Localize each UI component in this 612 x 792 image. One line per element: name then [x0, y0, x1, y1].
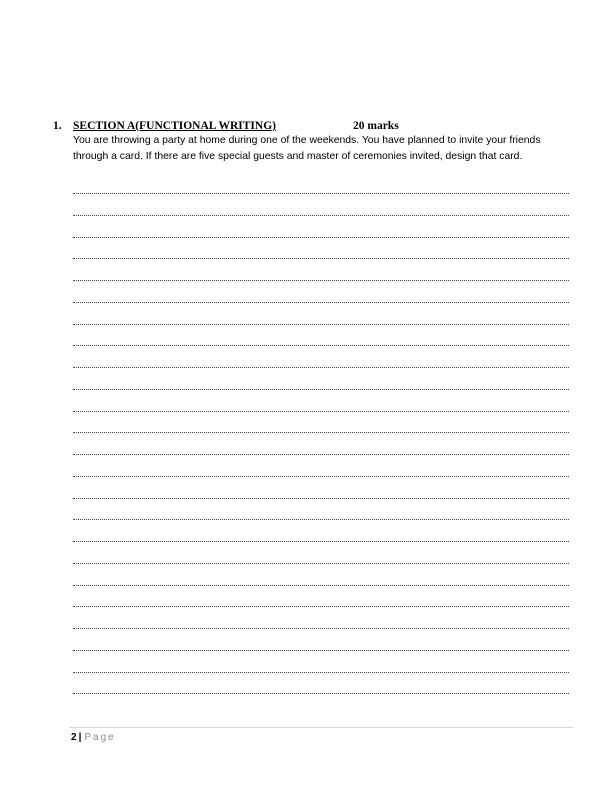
answer-line — [73, 541, 569, 542]
answer-line — [73, 672, 569, 673]
question-prompt: You are throwing a party at home during one of the weekends. You have planned to invite your friends through a card. If there are five special guests and master of ceremonies invited, design that card. — [73, 135, 541, 162]
answer-line — [73, 628, 569, 629]
question-number: 1. — [53, 120, 62, 132]
page-separator: | — [78, 732, 82, 743]
answer-line — [73, 324, 569, 325]
answer-line — [73, 367, 569, 368]
answer-line — [73, 563, 569, 564]
answer-line — [73, 585, 569, 586]
answer-line — [73, 193, 569, 194]
answer-line — [73, 693, 569, 694]
answer-line — [73, 411, 569, 412]
page-number: 2 — [71, 732, 77, 743]
answer-line — [73, 454, 569, 455]
answer-line — [73, 215, 569, 216]
answer-line — [73, 237, 569, 238]
page-footer — [71, 732, 116, 744]
answer-line — [73, 280, 569, 281]
question-1 — [53, 119, 573, 165]
question-header — [53, 119, 573, 133]
answer-line — [73, 606, 569, 607]
answer-line — [73, 389, 569, 390]
page-word: Page — [84, 732, 116, 743]
answer-lines — [73, 193, 569, 715]
marks-label: 20 marks — [353, 120, 399, 132]
section-title: SECTION A(FUNCTIONAL WRITING) — [73, 120, 276, 132]
answer-line — [73, 476, 569, 477]
answer-line — [73, 498, 569, 499]
answer-line — [73, 519, 569, 520]
footer-rule — [69, 727, 573, 728]
answer-line — [73, 345, 569, 346]
answer-line — [73, 650, 569, 651]
answer-line — [73, 432, 569, 433]
answer-line — [73, 258, 569, 259]
answer-line — [73, 302, 569, 303]
